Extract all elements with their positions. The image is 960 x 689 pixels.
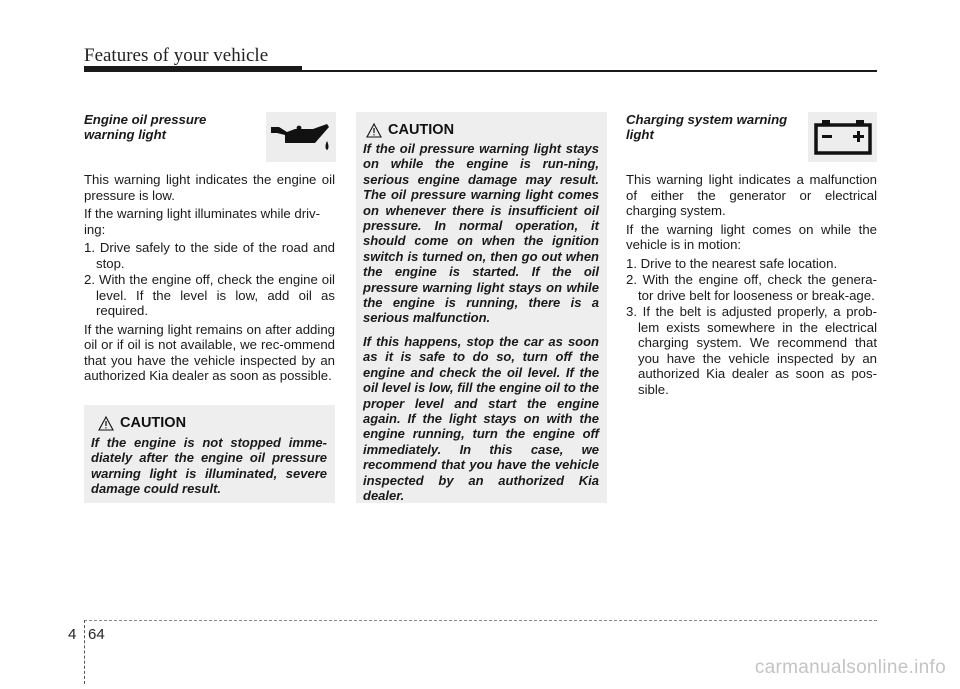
step-list	[84, 240, 335, 319]
watermark: carmanualsonline.info	[754, 657, 946, 678]
warning-triangle-icon	[366, 123, 382, 138]
paragraph: If the warning light remains on after adding oil or if oil is not available, we rec-ommend that you have the vehicle inspected by an authorized Kia dealer as soon as possible.	[84, 321, 335, 383]
chapter-number: 4	[68, 626, 77, 643]
caution-box-oil-pressure	[356, 112, 607, 503]
caution-label: CAUTION	[388, 122, 455, 138]
footer-rule	[84, 620, 877, 621]
section-title-oil-pressure	[84, 112, 244, 142]
section-title-line1: Engine oil pressure	[84, 112, 207, 127]
caution-heading	[98, 415, 335, 431]
caution-text: If this happens, stop the car as soon as it is safe to do so, turn off the engine and check the oil level. If the oil level is low, fill the engine oil to the proper level and start the engine again. If the light stays on with the engine running, turn the engine off immediately. In this case, we recommend that you have the vehicle inspected by an authorized Kia dealer.	[363, 333, 599, 503]
caution-label: CAUTION	[120, 415, 187, 431]
step-list	[626, 256, 877, 398]
section-title-line2: light	[626, 127, 654, 142]
section-title-line1: Charging system warning	[626, 112, 788, 127]
section-title-charging	[626, 112, 806, 142]
list-item: 2. With the engine off, check the engine oil level. If the level is low, add oil as required.	[84, 272, 335, 318]
paragraph: This warning light indicates the engine oil pressure is low.	[84, 172, 335, 203]
section-title-line2: warning light	[84, 127, 167, 142]
footer-divider	[84, 620, 85, 684]
list-item: 2. With the engine off, check the genera-tor drive belt for looseness or break-age.	[626, 272, 877, 303]
caution-text: If the oil pressure warning light stays on while the engine is run-ning, serious engine damage may result. The oil pressure warning light comes on whenever there is insufficient oil pressure. In normal operation, it should come on when the ignition switch is turned on, then go out when the engine is started. If the oil pressure warning light stays on while the engine is running, there is a serious malfunction.	[363, 141, 599, 326]
warning-triangle-icon	[98, 416, 114, 431]
caution-box-oil	[84, 405, 335, 503]
caution-text: If the engine is not stopped imme-diately after the engine oil pressure warning light is illuminated, severe damage could result.	[91, 435, 327, 497]
caution-heading	[366, 122, 607, 138]
oil-can-icon	[266, 112, 336, 162]
list-item: 3. If the belt is adjusted properly, a prob-lem exists somewhere in the electrical charging system. We recommend that you have the vehicle inspected by an authorized Kia dealer as soon as pos-sible.	[626, 304, 877, 397]
page-number: 64	[88, 626, 105, 643]
header-rule-thin	[84, 70, 877, 72]
list-item: 1. Drive to the nearest safe location.	[626, 255, 838, 271]
paragraph: If the warning light illuminates while driv-ing:	[84, 206, 321, 237]
list-item: 1. Drive safely to the side of the road and stop.	[84, 240, 335, 271]
paragraph: This warning light indicates a malfunction of either the generator or electrical charging system.	[626, 172, 877, 218]
paragraph: If the warning light comes on while the vehicle is in motion:	[626, 221, 877, 252]
battery-icon	[808, 112, 877, 162]
page-header-title: Features of your vehicle	[84, 45, 269, 66]
